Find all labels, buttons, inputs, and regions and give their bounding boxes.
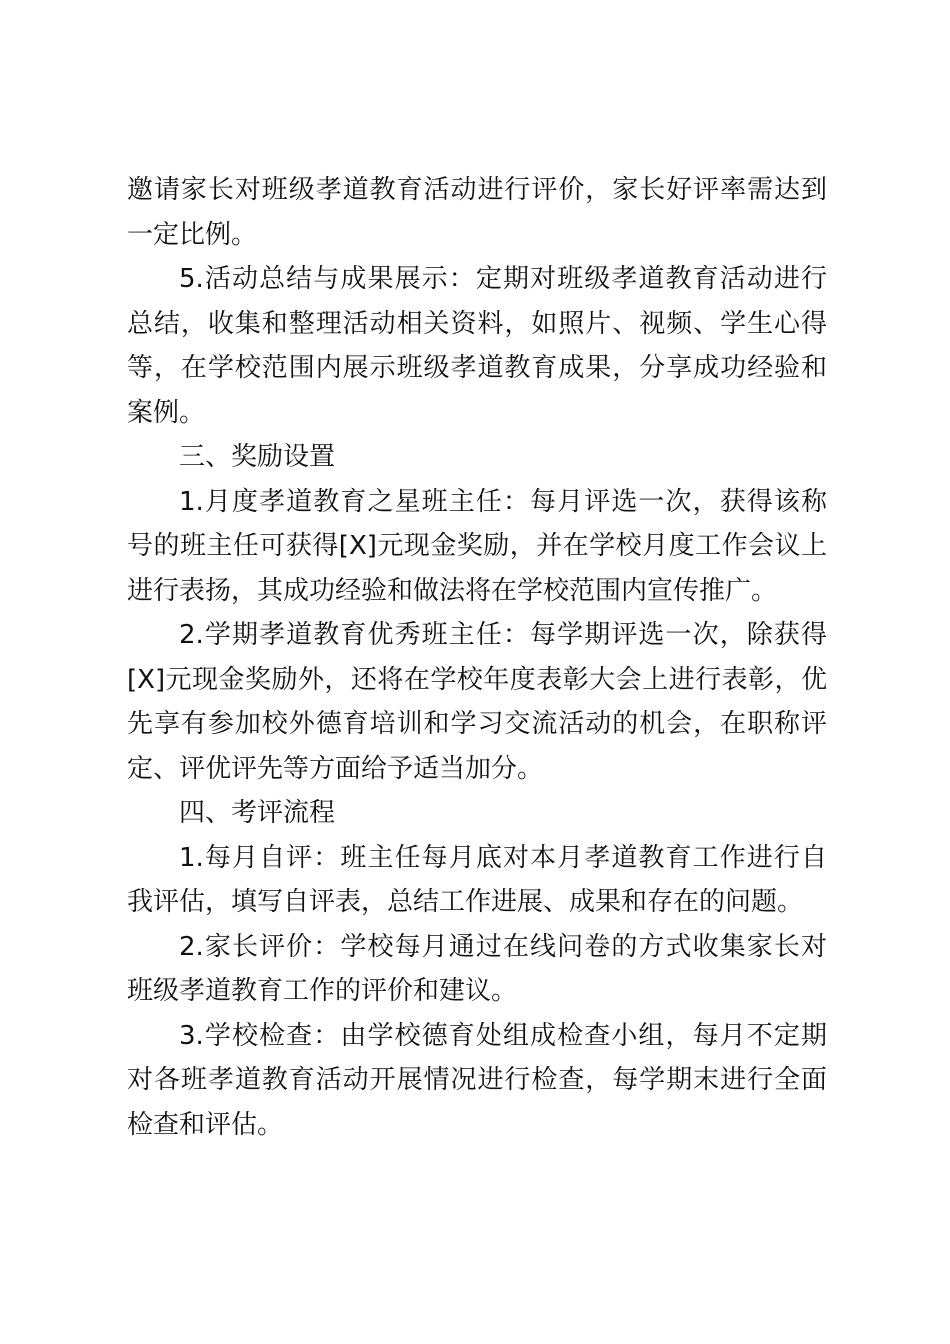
paragraph-parent-evaluation: 2.家长评价：学校每月通过在线问卷的方式收集家长对班级孝道教育工作的评价和建议。 <box>127 931 827 1006</box>
paragraph-continuation: 邀请家长对班级孝道教育活动进行评价，家长好评率需达到一定比例。 <box>127 175 827 250</box>
paragraph-monthly-self-evaluation: 1.每月自评：班主任每月底对本月孝道教育工作进行自我评估，填写自评表，总结工作进展、成果和存在的问题。 <box>127 842 827 917</box>
paragraph-monthly-star: 1.月度孝道教育之星班主任：每月评选一次，获得该称号的班主任可获得[X]元现金奖励，并在学校月度工作会议上进行表扬，其成功经验和做法将在学校范围内宣传推广。 <box>127 486 827 606</box>
paragraph-school-inspection: 3.学校检查：由学校德育处组成检查小组，每月不定期对各班孝道教育活动开展情况进行检查，每学期末进行全面检查和评估。 <box>127 1020 827 1140</box>
paragraph-activity-summary: 5.活动总结与成果展示：定期对班级孝道教育活动进行总结，收集和整理活动相关资料，如照片、视频、学生心得等，在学校范围内展示班级孝道教育成果，分享成功经验和案例。 <box>127 264 827 428</box>
paragraph-semester-excellent: 2.学期孝道教育优秀班主任：每学期评选一次，除获得[X]元现金奖励外，还将在学校年度表彰大会上进行表彰，优先享有参加校外德育培训和学习交流活动的机会，在职称评定、评优评先等方面给予适当加分。 <box>127 620 827 784</box>
document-body <box>127 168 827 1147</box>
section-heading-rewards: 三、奖励设置 <box>179 442 336 472</box>
section-heading-evaluation-process: 四、考评流程 <box>179 798 336 828</box>
